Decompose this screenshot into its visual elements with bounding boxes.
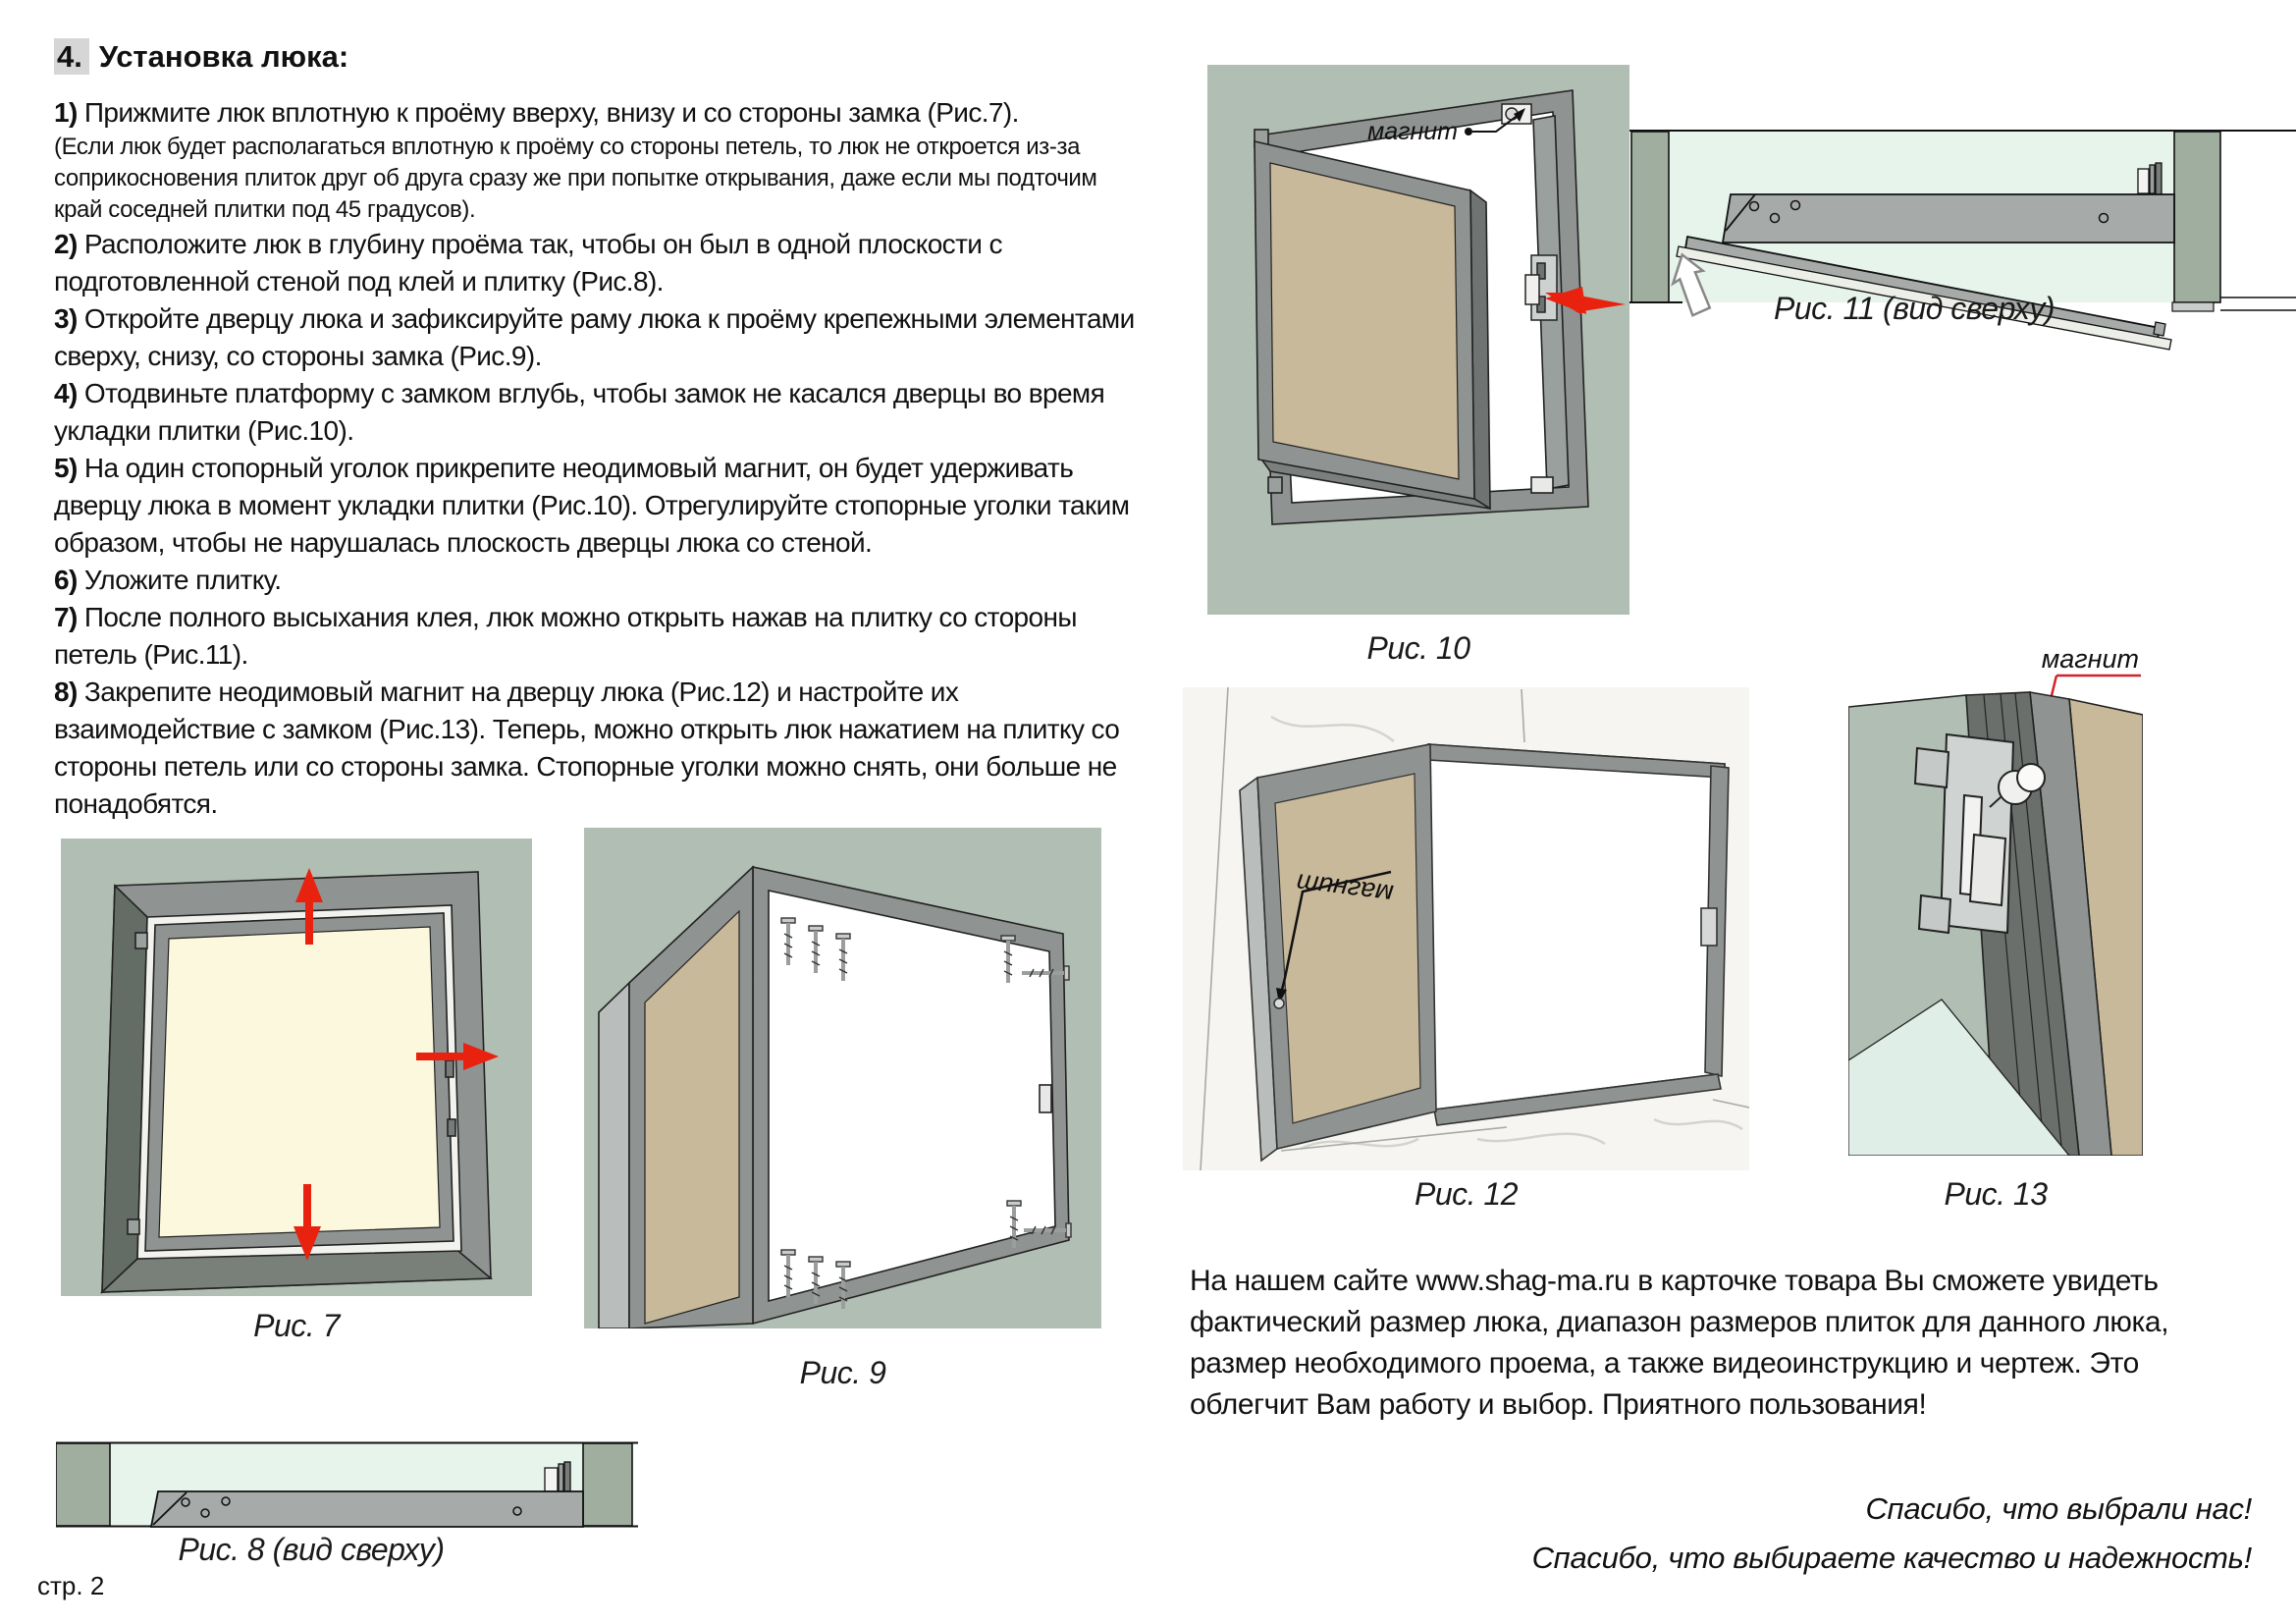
thanks-line-2: Спасибо, что выбираете качество и надежность! xyxy=(1531,1541,2252,1575)
figure-11-caption: Рис. 11 (вид сверху) xyxy=(1774,291,2055,326)
step-3-number: 3) xyxy=(54,303,78,334)
figure-13-illustration xyxy=(1848,638,2143,1156)
step-1-note: (Если люк будет располагаться вплотную к проёму со стороны петель, то люк не откроется из-за соприкосновения плиток друг об друга сразу же при попытке открывания, даже если мы подточим край соседней плитки под 45 градусов). xyxy=(54,134,1097,223)
figure-13-caption: Рис. 13 xyxy=(1944,1176,2048,1212)
figure-9-caption: Рис. 9 xyxy=(799,1355,886,1390)
step-8-text: Закрепите неодимовый магнит на дверцу люка (Рис.12) и настройте их взаимодействие с замком (Рис.13). Теперь, можно открыть люк нажатием на плитку со стороны петель или со стороны замка. Стопорные уголки можно снять, они больше не понадобятся. xyxy=(54,677,1120,819)
step-3-text: Откройте дверцу люка и зафиксируйте раму люка к проёму крепежными элементами сверху, снизу, со стороны замка (Рис.9). xyxy=(54,303,1135,371)
step-1-number: 1) xyxy=(54,97,78,128)
step-7-number: 7) xyxy=(54,602,78,632)
step-6-number: 6) xyxy=(54,565,78,595)
figure-7-caption: Рис. 7 xyxy=(253,1308,340,1343)
step-7 xyxy=(54,599,1142,674)
thanks-block xyxy=(1190,1485,2252,1583)
opening-with-frame xyxy=(1428,744,1729,1125)
step-2-number: 2) xyxy=(54,229,78,259)
magnet-label: магнит xyxy=(1367,118,1458,145)
hatch-door-tan xyxy=(1255,141,1490,509)
instructions-column xyxy=(54,39,1142,823)
step-5-text: На один стопорный уголок прикрепите неодимовый магнит, он будет удерживать дверцу люка в момент укладки плитки (Рис.10). Отрегулируйте стопорные уголки таким образом, чтобы не нарушалась плоскость дверцы люка со стеной. xyxy=(54,453,1130,558)
section-title: Установка люка: xyxy=(98,39,349,74)
figure-10-caption: Рис. 10 xyxy=(1366,630,1470,666)
step-2-text: Расположите люк в глубину проёма так, чтобы он был в одной плоскости с подготовленной стеной под клей и плитку (Рис.8). xyxy=(54,229,1002,297)
step-4-text: Отодвиньте платформу с замком вглубь, чтобы замок не касался дверцы во время укладки плитки (Рис.10). xyxy=(54,378,1105,446)
step-5-number: 5) xyxy=(54,453,78,483)
step-6 xyxy=(54,562,1142,599)
step-4 xyxy=(54,375,1142,450)
step-3 xyxy=(54,300,1142,375)
figure-9-illustration xyxy=(584,828,1101,1328)
thanks-line-1: Спасибо, что выбрали нас! xyxy=(1865,1491,2252,1526)
figure-8-caption: Рис. 8 (вид сверху) xyxy=(178,1532,445,1567)
step-1-text: Прижмите люк вплотную к проёму вверху, внизу и со стороны замка (Рис.7). xyxy=(83,97,1019,128)
magnet-label: магнит xyxy=(1294,867,1395,909)
step-6-text: Уложите плитку. xyxy=(83,565,282,595)
section-heading xyxy=(54,39,1142,75)
step-2 xyxy=(54,226,1142,300)
page-number: стр. 2 xyxy=(37,1571,105,1600)
step-8 xyxy=(54,674,1142,823)
step-7-text: После полного высыхания клея, люк можно открыть нажав на плитку со стороны петель (Рис.11). xyxy=(54,602,1077,670)
figure-8-illustration xyxy=(56,1441,638,1528)
website-paragraph: На нашем сайте www.shag-ma.ru в карточке товара Вы сможете увидеть фактический размер люка, диапазон размеров плиток для данного люка, размер необходимого проема, а также видеоинструкцию и чертеж. Это облегчит Вам работу и выбор. Приятного пользования! xyxy=(1190,1265,2169,1421)
step-8-number: 8) xyxy=(54,677,78,707)
step-1 xyxy=(54,94,1142,132)
figure-12-caption: Рис. 12 xyxy=(1414,1176,1518,1212)
step-5 xyxy=(54,450,1142,562)
figure-12-illustration xyxy=(1183,687,1749,1170)
figure-10-illustration xyxy=(1207,65,1629,615)
section-number: 4. xyxy=(54,38,89,75)
step-4-number: 4) xyxy=(54,378,78,408)
figure-7-illustration xyxy=(61,839,532,1296)
magnet-label: магнит xyxy=(2041,644,2139,674)
open-door-tan-back xyxy=(1240,744,1436,1161)
